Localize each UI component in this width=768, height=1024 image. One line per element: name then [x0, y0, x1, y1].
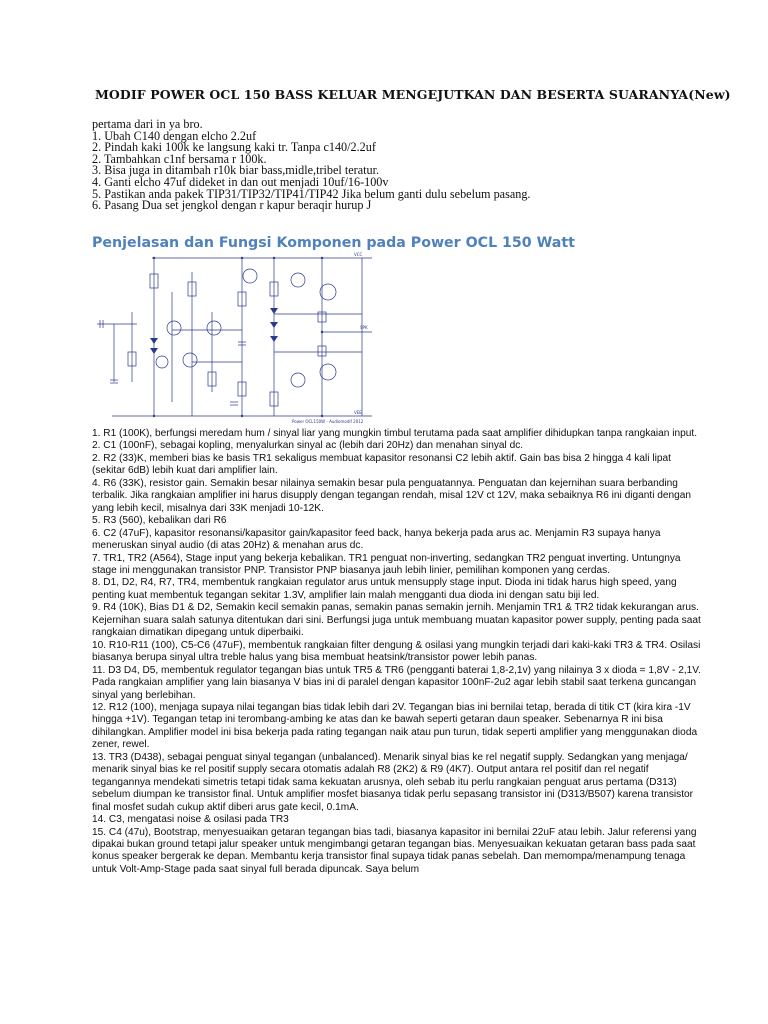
paragraph: 15. C4 (47u), Bootstrap, menyesuaikan getaran tegangan bias tadi, biasanya kapasitor ini bernilai 22uF atau lebih. Jalur referensi yang dipakai bukan ground tetapi jalur speaker untuk mengimbangi getaran tegangan bias. Menyesuaikan kekuatan getaran bass pada saat konus speaker bergerak ke depan. Membantu kerja transistor final supaya tidak panas sebelah. Dan memompa/menampung tenaga untuk Volt-Amp-Stage pada saat sinyal full berada dipuncak. Saya belum — [92, 826, 697, 875]
intro-list — [92, 119, 712, 212]
paragraph: 2. C1 (100nF), sebagai kopling, menyalurkan sinyal ac (lebih dari 20Hz) dan menahan sinyal dc. — [92, 440, 524, 452]
intro-line: pertama dari in ya bro. — [92, 117, 203, 131]
paragraph: 4. R6 (33K), resistor gain. Semakin besar nilainya semakin besar pula penguatannya. Penguatan dan kejernihan suara berbanding terbalik. Jika rangkaian amplifier ini harus disupply dengan tegangan rendah, misal 12V ct 12V, maka sebaiknya R6 ini diganti dengan yang lebih kecil, misalnya dari 33K menjadi 10-12K. — [92, 477, 692, 514]
paragraph: 7. TR1, TR2 (A564), Stage input yang bekerja kebalikan. TR1 penguat non-inverting, sedangkan TR2 penguat inverting. Untungnya stage ini menggunakan transistor PNP. Transistor PNP biasanya jauh lebih linier, pemilihan komponen yang cerdas. — [92, 552, 681, 576]
paragraph: 2. R2 (33)K, memberi bias ke basis TR1 sekaligus membuat kapasitor resonansi C2 lebih aktif. Gain bas bisa 2 hingga 4 kali lipat (sekitar 6dB) lebih kuat dari amplifier lain. — [92, 452, 671, 477]
paragraph: 6. C2 (47uF), kapasitor resonansi/kapasitor gain/kapasitor feed back, hanya bekerja pada arus ac. Menjamin R3 supaya hanya meneruskan sinyal audio (di atas 20Hz) & menahan arus dc. — [92, 527, 661, 552]
document-title: MODIF POWER OCL 150 BASS KELUAR MENGEJUTKAN DAN BESERTA SUARANYA(New) — [95, 87, 731, 102]
schematic-caption: Power OCL150W - Audiomodif 2012 — [292, 419, 364, 424]
intro-line: 1. Ubah C140 dengan elcho 2.2uf — [92, 128, 257, 143]
schematic-diagram — [92, 252, 377, 424]
paragraph: 12. R12 (100), menjaga supaya nilai tegangan bias tidak lebih dari 2V. Tegangan bias ini bernilai tetap, berada di titik CT (kira kira -1V hingga +1V). Tegangan tetap ini terombang-ambing ke atas dan ke bawah seperti getaran daun speaker. Sebenarnya R ini bisa dihilangkan. Amplifier model ini bisa bekerja pada rating tegangan naik atau pun turun, tidak seperti amplifier yang menggunakan dioda zener, rewel. — [92, 701, 698, 751]
paragraph: 14. C3, mengatasi noise & osilasi pada TR3 — [92, 814, 289, 826]
speaker-label: SPK — [360, 325, 368, 330]
intro-line: 2. Pindah kaki 100k ke langsung kaki tr. Tanpa c140/2.2uf — [92, 140, 376, 155]
paragraph: 5. R3 (560), kebalikan dari R6 — [92, 515, 227, 527]
intro-line: 5. Pastikan anda pakek TIP31/TIP32/TIP41/TIP42 Jika belum ganti dulu sebelum pasang. — [92, 186, 531, 201]
paragraph: 8. D1, D2, R4, R7, TR4, membentuk rangkaian regulator arus untuk mensupply stage input. Dioda ini tidak harus high speed, yang penting kuat membentuk tegangan sekitar 1.3V, amplifier lain malah mengganti dua dioda ini dengan satu biji led. — [92, 577, 677, 601]
intro-line: 4. Ganti elcho 47uf dideket in dan out menjadi 10uf/16-100v — [92, 174, 389, 189]
paragraph: 11. D3 D4, D5, membentuk regulator tegangan bias untuk TR5 & TR6 (pengganti baterai 1,8-2,1v) yang nilainya 3 x dioda = 1,8V - 2,1V. Pada rangkaian amplifier yang lain biasanya V bias ini di paralel dengan kapasitor 100nF-2u2 agar lebih stabil saat terkena guncangan sinyal yang berlebihan. — [92, 664, 701, 701]
vee-label: VEE — [354, 410, 362, 415]
vcc-label: VCC — [354, 252, 363, 257]
intro-line: 6. Pasang Dua set jengkol dengan r kapur beraqir hurup J — [92, 198, 372, 213]
paragraph: 13. TR3 (D438), sebagai penguat sinyal tegangan (unbalanced). Menarik sinyal bias ke rel negatif supply. Sedangkan yang menjaga/ menarik sinyal bias ke rel positif supply secara otomatis adalah R8 (2K2) & R9 (4K7). Output antara rel positif dan rel negatif tegangannya mendekati simetris tetapi tidak sama kekuatan arusnya, oleh sebab itu perlu rangkaian penguat arus pertama (D313) sebelum diumpan ke transistor final. Untuk amplifier mosfet biasanya tidak perlu sepasang transistor ini (D313/B507) karena transistor final mosfet sudah cukup aktif diberi arus gate kecil, 0.1mA. — [92, 751, 694, 813]
section-heading: Penjelasan dan Fungsi Komponen pada Power OCL 150 Watt — [92, 235, 575, 251]
intro-line: 2. Tambahkan c1nf bersama r 100k. — [92, 151, 267, 166]
component-explanation — [92, 428, 704, 876]
intro-line: 3. Bisa juga in ditambah r10k biar bass,midle,tribel teratur. — [92, 163, 380, 178]
paragraph: 9. R4 (10K), Bias D1 & D2, Semakin kecil semakin panas, semakin panas semakin jernih. Menjamin TR1 & TR2 tidak kekurangan arus. Kejernihan suara salah satunya ditentukan dari sini. Berfungsi juga untuk membuang muatan kapasitor power supply, penting pada saat rangkaian dimatikan dipegang untuk diperbaiki. — [92, 602, 701, 639]
paragraph: 1. R1 (100K), berfungsi meredam hum / sinyal liar yang mungkin timbul terutama pada saat amplifier dihidupkan tanpa rangkaian input. — [92, 428, 698, 439]
paragraph: 10. R10-R11 (100), C5-C6 (47uF), membentuk rangkaian filter dengung & osilasi yang mungkin terjadi dari kaki-kaki TR3 & TR4. Osilasi biasanya berupa sinyal ultra treble halus yang bisa membuat heatsink/transistor power lebih panas. — [92, 639, 701, 664]
